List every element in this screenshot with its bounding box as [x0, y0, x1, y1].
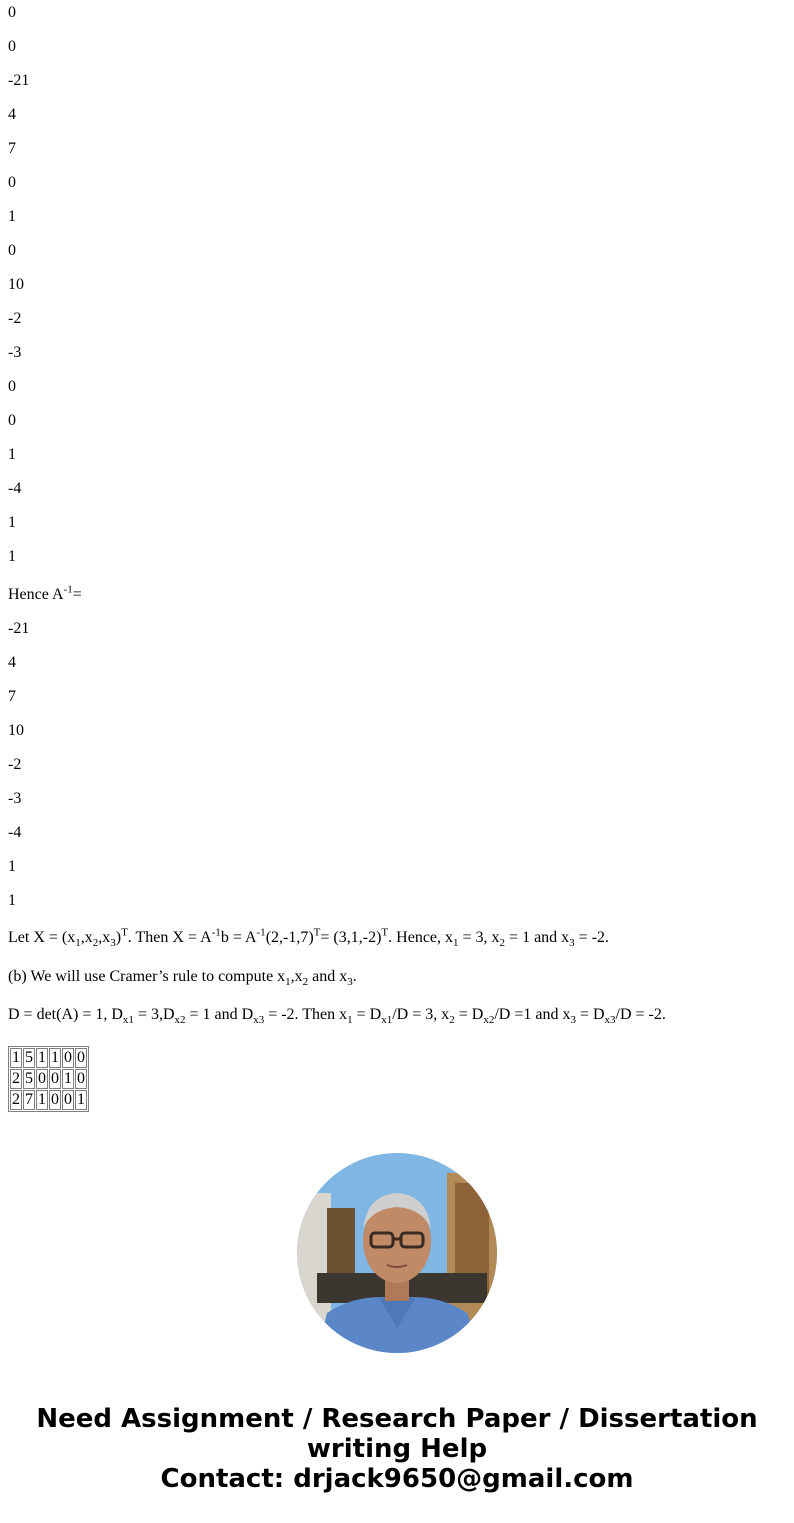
- matrix-cell: 1: [12, 1049, 20, 1066]
- value-line: 10: [8, 276, 24, 293]
- matrix-cell: 1: [64, 1070, 72, 1087]
- inverse-value: 7: [8, 688, 16, 705]
- determinant-paragraph: D = det(A) = 1, $D_{x1} = 3,D_{x2} = 1$ and $D_{x3} = -2$. Then $x_1 = D_{x1}/D = 3$, $x_2 = D_{x2}/D =1$ and $x_3 = D_{x3}/D = -2$.: [8, 1006, 666, 1027]
- value-line: -21: [8, 72, 30, 89]
- value-line: 7: [8, 140, 16, 157]
- inverse-value: 4: [8, 654, 16, 671]
- inverse-value: -3: [8, 790, 22, 807]
- value-line: 0: [8, 174, 16, 191]
- table-row: [10, 1069, 87, 1089]
- matrix-cell: 0: [51, 1091, 59, 1108]
- portrait-illustration: [297, 1153, 497, 1353]
- value-line: 4: [8, 106, 16, 123]
- contact-banner: [0, 1404, 794, 1494]
- matrix-cell: 5: [25, 1070, 33, 1087]
- inverse-value: -2: [8, 756, 22, 773]
- matrix-cell: 1: [38, 1049, 46, 1066]
- solution-x-paragraph: Let $X = (x_1,x_2,x_3)^T$. Then $X = A^{-1}b = A^{-1}(2,-1,7)^T= (3,1,-2)^T$. Hence, $x_1 = 3$, $x_2 = 1$ and $x_3 = -2$.: [8, 926, 610, 950]
- value-line: 1: [8, 514, 16, 531]
- hence-inverse-heading: Hence $A^{-1}=$: [8, 583, 82, 603]
- solution-content: [8, 4, 788, 926]
- value-line: 0: [8, 38, 16, 55]
- augmented-matrix-table: [8, 1046, 89, 1112]
- value-line: 0: [8, 4, 16, 21]
- table-row: [10, 1090, 87, 1110]
- cta-line: writing Help: [306, 1434, 488, 1464]
- matrix-cell: 1: [38, 1091, 46, 1108]
- cramer-paragraph: (b) We will use Cramer’s rule to compute $x_1,x_2$ and $x_3$.: [8, 968, 357, 989]
- inverse-value: -21: [8, 620, 30, 637]
- value-line: 0: [8, 412, 16, 429]
- table-row: [10, 1048, 87, 1068]
- value-line: 0: [8, 378, 16, 395]
- matrix-cell: 0: [51, 1070, 59, 1087]
- value-line: 1: [8, 208, 16, 225]
- value-line: -3: [8, 344, 22, 361]
- inverse-value: 1: [8, 858, 16, 875]
- matrix-cell: 1: [77, 1091, 85, 1108]
- matrix-cell: 0: [64, 1091, 72, 1108]
- matrix-cell: 2: [12, 1070, 20, 1087]
- matrix-cell: 7: [25, 1091, 33, 1108]
- tutor-photo: [297, 1153, 497, 1353]
- matrix-cell: 5: [25, 1049, 33, 1066]
- inverse-value: 1: [8, 892, 16, 909]
- cta-line: Need Assignment / Research Paper / Dissertation: [36, 1404, 758, 1434]
- matrix-cell: 2: [12, 1091, 20, 1108]
- value-line: 1: [8, 548, 16, 565]
- contact-email: Contact: drjack9650@gmail.com: [160, 1464, 634, 1494]
- matrix-cell: 0: [64, 1049, 72, 1066]
- matrix-cell: 0: [38, 1070, 46, 1087]
- matrix-cell: 0: [77, 1049, 85, 1066]
- matrix-cell: 0: [77, 1070, 85, 1087]
- value-line: 1: [8, 446, 16, 463]
- inverse-value: 10: [8, 722, 24, 739]
- value-line: -2: [8, 310, 22, 327]
- value-line: -4: [8, 480, 22, 497]
- inverse-value: -4: [8, 824, 22, 841]
- matrix-cell: 1: [51, 1049, 59, 1066]
- value-line: 0: [8, 242, 16, 259]
